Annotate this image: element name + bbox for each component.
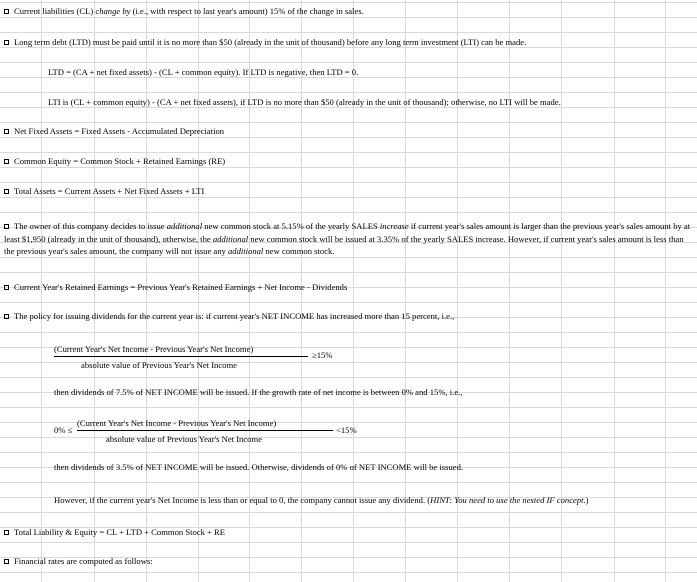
list-item: Net Fixed Assets = Fixed Assets - Accumulated Depreciation <box>4 126 224 136</box>
list-item: Long term debt (LTD) must be paid until it is no more than $50 (already in the unit of thousand) before any long term investment (LTI) can be made. <box>4 37 526 47</box>
checkbox-bullet-icon <box>4 189 9 194</box>
list-item: Total Liability & Equity = CL + LTD + Common Stock + RE <box>4 527 225 537</box>
fraction-numerator: (Current Year's Net Income - Previous Year's Net Income) <box>54 344 254 354</box>
fraction-denominator: absolute value of Previous Year's Net Income <box>106 434 262 444</box>
checkbox-bullet-icon <box>4 9 9 14</box>
list-item: Common Equity = Common Stock + Retained Earnings (RE) <box>4 156 225 166</box>
formula-text: However, if the current year's Net Income is less than or equal to 0, the company cannot issue any dividend. (HINT: You need to use the nested IF concept.) <box>54 495 589 505</box>
fraction-denominator: absolute value of Previous Year's Net Income <box>81 360 237 370</box>
fraction-bar <box>77 430 333 431</box>
checkbox-bullet-icon <box>4 530 9 535</box>
checkbox-bullet-icon <box>4 159 9 164</box>
formula-text: LTI is (CL + common equity) - (CA + net fixed assets), if LTD is no more than $50 (already in the unit of thousand); otherwise, no LTI will be made. <box>48 97 561 107</box>
checkbox-bullet-icon <box>4 285 9 290</box>
checkbox-bullet-icon <box>4 40 9 45</box>
list-item: Total Assets = Current Assets + Net Fixed Assets + LTI <box>4 186 204 196</box>
checkbox-bullet-icon <box>4 129 9 134</box>
fraction-numerator: (Current Year's Net Income - Previous Year's Net Income) <box>77 418 277 428</box>
formula-text: LTD = (CA + net fixed assets) - (CL + common equity). If LTD is negative, then LTD = 0. <box>48 67 359 77</box>
list-item: The policy for issuing dividends for the current year is: if current year's NET INCOME has increased more than 15 percent, i.e., <box>4 311 454 321</box>
checkbox-bullet-icon <box>4 314 9 319</box>
list-item: Financial rates are computed as follows: <box>4 556 153 566</box>
fraction-relation: ≥15% <box>312 350 333 360</box>
fraction-bar <box>54 356 308 357</box>
list-item: Current liabilities (CL) change by (i.e., with respect to last year's amount) 15% of the change in sales. <box>4 6 364 16</box>
list-item: The owner of this company decides to issue additional new common stock at 5.15% of the yearly SALES increase if current year's sales amount is larger than the previous year's sales amount by at least $1,950 (already in the unit of thousand), otherwise, the additional new common stock will be issued at 3.35% of the yearly SALES increase. However, if current year's sales amount is less than the previous year's sales amount, the company will not issue any additional new common stock. <box>4 221 691 257</box>
formula-text: then dividends of 3.5% of NET INCOME will be issued. Otherwise, dividends of 0% of NET INCOME will be issued. <box>54 462 464 472</box>
formula-text: then dividends of 7.5% of NET INCOME will be issued. If the growth rate of net income is between 0% and 15%, i.e., <box>54 387 463 397</box>
checkbox-bullet-icon <box>4 224 9 229</box>
fraction-relation: <15% <box>336 425 357 435</box>
checkbox-bullet-icon <box>4 559 9 564</box>
fraction-prefix: 0% ≤ <box>54 425 73 435</box>
list-item: Current Year's Retained Earnings = Previous Year's Retained Earnings + Net Income - Dividends <box>4 282 347 292</box>
